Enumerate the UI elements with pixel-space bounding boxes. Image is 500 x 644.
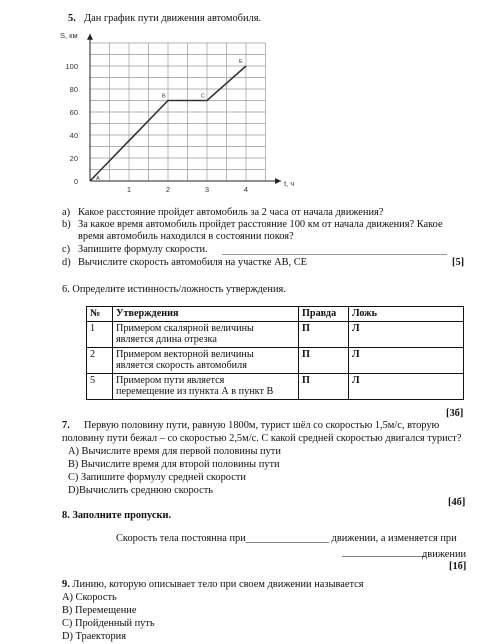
q5-item-c: Запишите формулу скорости. xyxy=(78,244,208,255)
q8-line2 xyxy=(342,546,425,559)
q8-line2-text: движении xyxy=(422,549,467,560)
true-option[interactable]: П xyxy=(299,373,349,399)
true-option[interactable]: П xyxy=(299,347,349,373)
q8-text-a: Скорость тела постоянна при xyxy=(116,533,246,544)
q5-score: [5] xyxy=(452,257,465,268)
x-tick-label: 3 xyxy=(204,185,210,194)
q5-item-d: Вычислите скорость автомобиля на участке АВ, СЕ xyxy=(78,257,307,268)
header-num: № xyxy=(87,307,113,322)
row-statement xyxy=(113,373,299,399)
x-axis-label: t, ч xyxy=(284,179,295,188)
table-row xyxy=(87,321,464,347)
row-statement xyxy=(113,347,299,373)
q9-title: 9. Линию, которую описывает тело при своем движении называется xyxy=(62,579,364,590)
y-tick-label: 60 xyxy=(69,108,78,117)
statement-line: перемещение из пункта А в пункт В xyxy=(116,386,274,397)
q7-number: 7. xyxy=(62,420,70,431)
distance-time-chart xyxy=(55,26,315,201)
point-label: B xyxy=(162,93,166,100)
q5-item-b-cont: время автомобиль находился в состоянии покоя? xyxy=(78,231,294,242)
header-true: Правда xyxy=(299,307,349,322)
q5-title: Дан график пути движения автомобиля. xyxy=(84,13,262,24)
y-tick-label: 100 xyxy=(65,62,78,71)
header-false: Ложь xyxy=(349,307,464,322)
q6-score: [3б] xyxy=(446,408,464,419)
q8-blank-2[interactable]: ________________ xyxy=(342,547,426,558)
x-axis-arrow xyxy=(275,178,281,184)
row-num: 5 xyxy=(87,373,113,399)
q7-score: [4б] xyxy=(448,497,466,508)
q8-line1 xyxy=(116,532,457,545)
x-tick-label: 1 xyxy=(126,185,132,194)
q7-item-c: C) Запишите формулу средней скорости xyxy=(68,472,246,483)
statement-line: является скорость автомобиля xyxy=(116,360,247,371)
false-option[interactable]: Л xyxy=(349,373,464,399)
q5-item-a: Какое расстояние пройдет автомобиль за 2 часа от начала движения? xyxy=(78,207,384,218)
y-tick-label: 40 xyxy=(69,131,78,140)
q5-item-a-marker: a) xyxy=(62,207,71,218)
x-tick-label: 4 xyxy=(243,185,249,194)
q9-option-a[interactable]: А) Скорость xyxy=(62,592,117,603)
q8-title: 8. Заполните пропуски. xyxy=(62,510,172,521)
q5-item-b-marker: b) xyxy=(62,219,71,230)
statements-table xyxy=(86,306,464,400)
statement-line: Примером скалярной величины xyxy=(116,322,254,334)
point-label: C xyxy=(201,93,205,100)
row-num: 2 xyxy=(87,347,113,373)
x-tick-label: 2 xyxy=(165,185,171,194)
statement-line: Примером пути является xyxy=(116,374,225,386)
q7-item-a: A) Вычислите время для первой половины пути xyxy=(68,446,281,457)
true-option[interactable]: П xyxy=(299,321,349,347)
row-num: 1 xyxy=(87,321,113,347)
chart-axes xyxy=(87,34,281,184)
y-axis-arrow xyxy=(87,34,93,40)
statement-line: Примером векторной величины xyxy=(116,348,254,360)
q8-blank-1[interactable]: ________________ xyxy=(245,533,329,544)
q9-option-d[interactable]: D) Траектория xyxy=(62,631,126,642)
y-tick-label: 20 xyxy=(69,154,78,163)
q9-option-c[interactable]: С) Пройденный путь xyxy=(62,618,155,629)
row-statement xyxy=(113,321,299,347)
table-row xyxy=(87,347,464,373)
point-label: E xyxy=(239,59,243,65)
q7-line2: половину пути бежал – со скоростью 2,5м/с. С какой средней скоростью двигался турист? xyxy=(62,433,462,444)
table-header-row xyxy=(87,307,464,322)
statement-line: является длина отрезка xyxy=(116,334,217,345)
table-row xyxy=(87,373,464,399)
q5-answer-line xyxy=(222,254,447,255)
q9-option-b[interactable]: В) Перемещение xyxy=(62,605,137,616)
point-label: A xyxy=(96,176,100,182)
q6-title: 6. Определите истинность/ложность утверждения. xyxy=(62,284,286,295)
y-tick-label: 80 xyxy=(69,85,78,94)
q5-item-d-marker: d) xyxy=(62,257,71,268)
q9-title-text: Линию, которую описывает тело при своем движении называется xyxy=(72,579,364,590)
false-option[interactable]: Л xyxy=(349,321,464,347)
q5-number: 5. xyxy=(68,13,76,24)
q5-item-c-marker: c) xyxy=(62,244,71,255)
q8-text-b: движении, а изменяется при xyxy=(331,533,457,544)
y-axis-label: S, км xyxy=(60,30,78,40)
q7-item-d: D)Вычислить среднюю скорость xyxy=(68,485,214,496)
header-statements: Утверждения xyxy=(113,307,299,322)
q7-item-b: B) Вычислите время для второй половины пути xyxy=(68,459,280,470)
q8-score: [1б] xyxy=(449,561,467,572)
chart-tick-labels xyxy=(65,62,248,194)
false-option[interactable]: Л xyxy=(349,347,464,373)
q5-item-b: За какое время автомобиль пройдет расстояние 100 км от начала движения? Какое xyxy=(78,219,443,230)
y-tick-label: 0 xyxy=(73,177,78,186)
q7-line1: Первую половину пути, равную 1800м, турист шёл со скоростью 1,5м/с, вторую xyxy=(84,420,440,431)
